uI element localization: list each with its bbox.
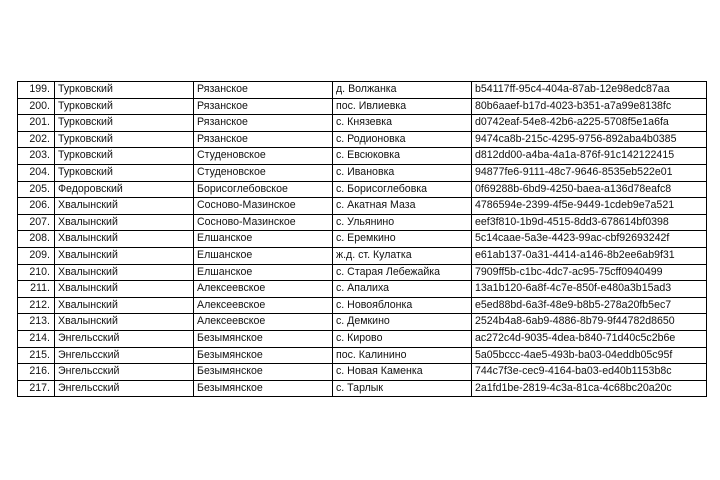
settlement-cell: Алексеевское xyxy=(194,297,333,314)
table-row xyxy=(18,181,707,198)
table-row xyxy=(18,380,707,397)
table-body xyxy=(18,82,707,397)
row-number-cell: 215. xyxy=(18,347,55,364)
settlement-cell: Борисоглебовское xyxy=(194,181,333,198)
locality-registry-table xyxy=(17,81,707,397)
settlement-cell: Сосново-Мазинское xyxy=(194,198,333,215)
district-cell: Хвалынский xyxy=(55,281,194,298)
guid-cell: e61ab137-0a31-4414-a146-8b2ee6ab9f31 xyxy=(472,247,707,264)
district-cell: Турковский xyxy=(55,164,194,181)
table-row xyxy=(18,330,707,347)
settlement-cell: Студеновское xyxy=(194,164,333,181)
locality-cell: с. Старая Лебежайка xyxy=(333,264,472,281)
locality-cell: с. Тарлык xyxy=(333,380,472,397)
guid-cell: ac272c4d-9035-4dea-b840-71d40c5c2b6e xyxy=(472,330,707,347)
table-row xyxy=(18,247,707,264)
guid-cell: b54117ff-95c4-404a-87ab-12e98edc87aa xyxy=(472,82,707,99)
guid-cell: 4786594e-2399-4f5e-9449-1cdeb9e7a521 xyxy=(472,198,707,215)
district-cell: Турковский xyxy=(55,98,194,115)
district-cell: Турковский xyxy=(55,148,194,165)
settlement-cell: Безымянское xyxy=(194,347,333,364)
district-cell: Энгельсский xyxy=(55,330,194,347)
settlement-cell: Рязанское xyxy=(194,131,333,148)
locality-cell: пос. Калинино xyxy=(333,347,472,364)
guid-cell: 2a1fd1be-2819-4c3a-81ca-4c68bc20a20c xyxy=(472,380,707,397)
row-number-cell: 201. xyxy=(18,115,55,132)
row-number-cell: 200. xyxy=(18,98,55,115)
table-row xyxy=(18,82,707,99)
guid-cell: 0f69288b-6bd9-4250-baea-a136d78eafc8 xyxy=(472,181,707,198)
locality-cell: с. Новояблонка xyxy=(333,297,472,314)
district-cell: Хвалынский xyxy=(55,297,194,314)
locality-cell: ж.д. ст. Кулатка xyxy=(333,247,472,264)
table-row xyxy=(18,347,707,364)
locality-cell: с. Апалиха xyxy=(333,281,472,298)
row-number-cell: 202. xyxy=(18,131,55,148)
row-number-cell: 206. xyxy=(18,198,55,215)
locality-cell: с. Еремкино xyxy=(333,231,472,248)
district-cell: Энгельсский xyxy=(55,364,194,381)
locality-cell: д. Волжанка xyxy=(333,82,472,99)
settlement-cell: Рязанское xyxy=(194,82,333,99)
settlement-cell: Безымянское xyxy=(194,380,333,397)
table-row xyxy=(18,98,707,115)
row-number-cell: 205. xyxy=(18,181,55,198)
table-row xyxy=(18,131,707,148)
row-number-cell: 210. xyxy=(18,264,55,281)
locality-cell: с. Родионовка xyxy=(333,131,472,148)
settlement-cell: Елшанское xyxy=(194,231,333,248)
table-row xyxy=(18,231,707,248)
table-row xyxy=(18,214,707,231)
table-row xyxy=(18,148,707,165)
row-number-cell: 212. xyxy=(18,297,55,314)
settlement-cell: Безымянское xyxy=(194,364,333,381)
settlement-cell: Елшанское xyxy=(194,264,333,281)
settlement-cell: Студеновское xyxy=(194,148,333,165)
district-cell: Хвалынский xyxy=(55,264,194,281)
locality-cell: с. Евсюковка xyxy=(333,148,472,165)
guid-cell: 94877fe6-9111-48c7-9646-8535eb522e01 xyxy=(472,164,707,181)
guid-cell: e5ed88bd-6a3f-48e9-b8b5-278a20fb5ec7 xyxy=(472,297,707,314)
table-row xyxy=(18,297,707,314)
locality-cell: с. Новая Каменка xyxy=(333,364,472,381)
row-number-cell: 207. xyxy=(18,214,55,231)
settlement-cell: Рязанское xyxy=(194,115,333,132)
guid-cell: 5a05bccc-4ae5-493b-ba03-04eddb05c95f xyxy=(472,347,707,364)
settlement-cell: Алексеевское xyxy=(194,314,333,331)
guid-cell: 80b6aaef-b17d-4023-b351-a7a99e8138fc xyxy=(472,98,707,115)
district-cell: Хвалынский xyxy=(55,314,194,331)
locality-cell: с. Акатная Маза xyxy=(333,198,472,215)
district-cell: Хвалынский xyxy=(55,247,194,264)
guid-cell: d812dd00-a4ba-4a1a-876f-91c142122415 xyxy=(472,148,707,165)
document-page xyxy=(17,81,707,397)
row-number-cell: 217. xyxy=(18,380,55,397)
guid-cell: d0742eaf-54e8-42b6-a225-5708f5e1a6fa xyxy=(472,115,707,132)
row-number-cell: 213. xyxy=(18,314,55,331)
table-row xyxy=(18,264,707,281)
row-number-cell: 204. xyxy=(18,164,55,181)
settlement-cell: Сосново-Мазинское xyxy=(194,214,333,231)
row-number-cell: 214. xyxy=(18,330,55,347)
locality-cell: пос. Ивлиевка xyxy=(333,98,472,115)
district-cell: Энгельсский xyxy=(55,380,194,397)
row-number-cell: 208. xyxy=(18,231,55,248)
row-number-cell: 203. xyxy=(18,148,55,165)
guid-cell: 13a1b120-6a8f-4c7e-850f-e480a3b15ad3 xyxy=(472,281,707,298)
guid-cell: 744c7f3e-cec9-4164-ba03-ed40b1153b8c xyxy=(472,364,707,381)
district-cell: Турковский xyxy=(55,131,194,148)
district-cell: Федоровский xyxy=(55,181,194,198)
row-number-cell: 199. xyxy=(18,82,55,99)
row-number-cell: 209. xyxy=(18,247,55,264)
guid-cell: eef3f810-1b9d-4515-8dd3-678614bf0398 xyxy=(472,214,707,231)
district-cell: Турковский xyxy=(55,82,194,99)
district-cell: Хвалынский xyxy=(55,198,194,215)
locality-cell: с. Ивановка xyxy=(333,164,472,181)
district-cell: Хвалынский xyxy=(55,214,194,231)
row-number-cell: 211. xyxy=(18,281,55,298)
settlement-cell: Елшанское xyxy=(194,247,333,264)
settlement-cell: Рязанское xyxy=(194,98,333,115)
guid-cell: 9474ca8b-215c-4295-9756-892aba4b0385 xyxy=(472,131,707,148)
district-cell: Турковский xyxy=(55,115,194,132)
table-row xyxy=(18,281,707,298)
settlement-cell: Безымянское xyxy=(194,330,333,347)
guid-cell: 2524b4a8-6ab9-4886-8b79-9f44782d8650 xyxy=(472,314,707,331)
table-row xyxy=(18,314,707,331)
district-cell: Хвалынский xyxy=(55,231,194,248)
locality-cell: с. Кирово xyxy=(333,330,472,347)
locality-cell: с. Борисоглебовка xyxy=(333,181,472,198)
guid-cell: 7909ff5b-c1bc-4dc7-ac95-75cff0940499 xyxy=(472,264,707,281)
table-row xyxy=(18,115,707,132)
locality-cell: с. Князевка xyxy=(333,115,472,132)
locality-cell: с. Демкино xyxy=(333,314,472,331)
table-row xyxy=(18,364,707,381)
settlement-cell: Алексеевское xyxy=(194,281,333,298)
row-number-cell: 216. xyxy=(18,364,55,381)
table-row xyxy=(18,164,707,181)
locality-cell: с. Ульянино xyxy=(333,214,472,231)
table-row xyxy=(18,198,707,215)
district-cell: Энгельсский xyxy=(55,347,194,364)
guid-cell: 5c14caae-5a3e-4423-99ac-cbf92693242f xyxy=(472,231,707,248)
